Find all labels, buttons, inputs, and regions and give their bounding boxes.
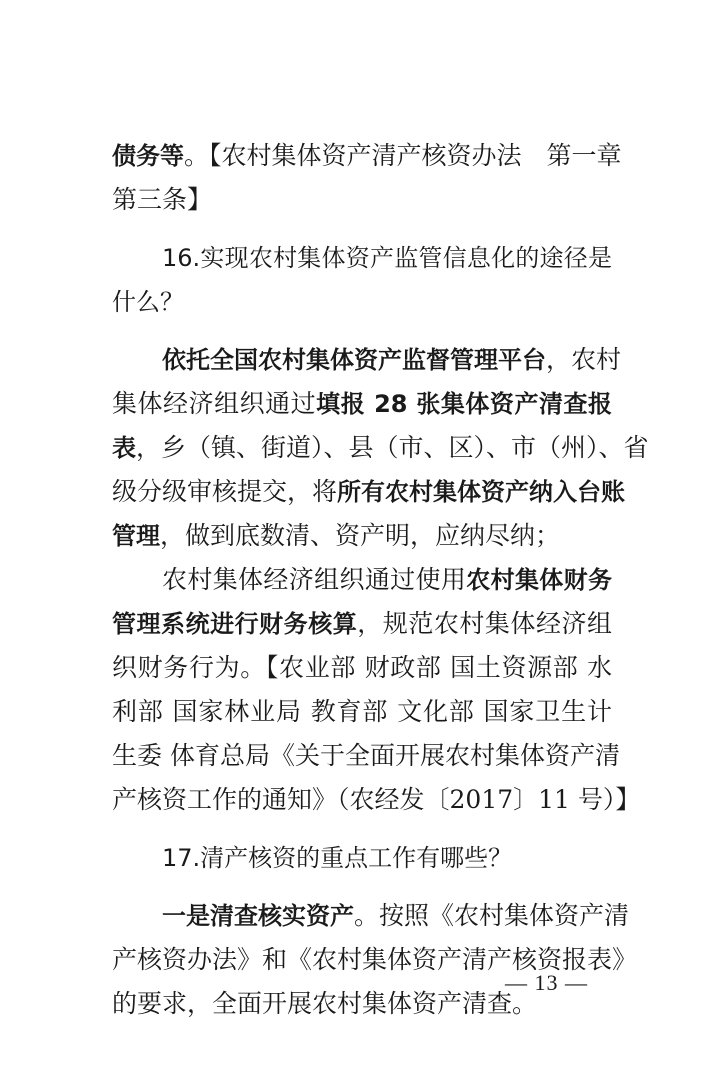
question-16-heading: 16.实现农村集体资产监管信息化的途径是: [162, 244, 612, 272]
bold-text: 管理: [112, 522, 160, 550]
paragraph-line: [112, 178, 612, 222]
bold-text: 依托全国农村集体资产监督管理平台: [162, 346, 546, 374]
body-text: 织财务行为。【农业部 财政部 国土资源部 水: [112, 653, 612, 682]
body-text: 农村集体经济组织通过使用: [162, 565, 467, 594]
body-text: 。【农村集体资产清产核资办法 第一章: [184, 141, 622, 170]
paragraph-line: [112, 134, 622, 178]
body-text: 。按照《农村集体资产清: [354, 901, 630, 930]
bold-text: 管理系统进行财务核算: [112, 610, 358, 638]
paragraph-line: [112, 778, 641, 822]
paragraph-line: [112, 894, 630, 938]
paragraph-line: [112, 558, 612, 602]
paragraph-line: [112, 470, 626, 514]
body-text: ，规范农村集体经济组: [357, 609, 612, 638]
page-number: — 13 —: [505, 970, 588, 995]
body-text: 产核资办法》和《农村集体资产清产核资报表》: [112, 945, 638, 974]
question-17-heading: 17.清产核资的重点工作有哪些？: [162, 844, 513, 872]
body-text: ，乡（镇、街道）、县（市、区）、市（州）、省: [136, 433, 649, 462]
body-text: ，做到底数清、资产明，应纳尽纳；: [160, 521, 561, 550]
paragraph-line: [112, 514, 612, 558]
question-16-heading-cont: 什么？: [112, 288, 184, 316]
bold-text: 表: [112, 434, 136, 462]
body-text: 利部 国家林业局 教育部 文化部 国家卫生计: [112, 697, 612, 726]
paragraph-line: [112, 338, 622, 382]
body-text: 生委 体育总局《关于全面开展农村集体资产清: [112, 741, 620, 770]
bold-text: 一是清查核实资产: [162, 902, 354, 930]
paragraph-line: [112, 426, 649, 470]
paragraph-line: [112, 382, 612, 426]
bold-text: 农村集体财务: [466, 566, 612, 594]
paragraph-line: [112, 734, 620, 778]
body-text: ，农村: [546, 345, 622, 374]
bold-text: 填报 28 张集体资产清查报: [316, 390, 612, 418]
body-text: 的要求，全面开展农村集体资产清查。: [112, 989, 538, 1018]
bold-text: 债务等: [112, 142, 184, 170]
bold-text: 所有农村集体资产纳入台账: [337, 478, 626, 506]
document-body: [112, 134, 649, 1026]
body-text: 产核资工作的通知》（农经发〔2017〕11 号）】: [112, 785, 641, 814]
paragraph-line: [112, 602, 612, 646]
body-text: 第三条】: [112, 185, 213, 214]
paragraph-line: [112, 646, 612, 690]
paragraph-line: [112, 690, 612, 734]
body-text: 集体经济组织通过: [112, 389, 317, 418]
body-text: 级分级审核提交，将: [112, 477, 338, 506]
